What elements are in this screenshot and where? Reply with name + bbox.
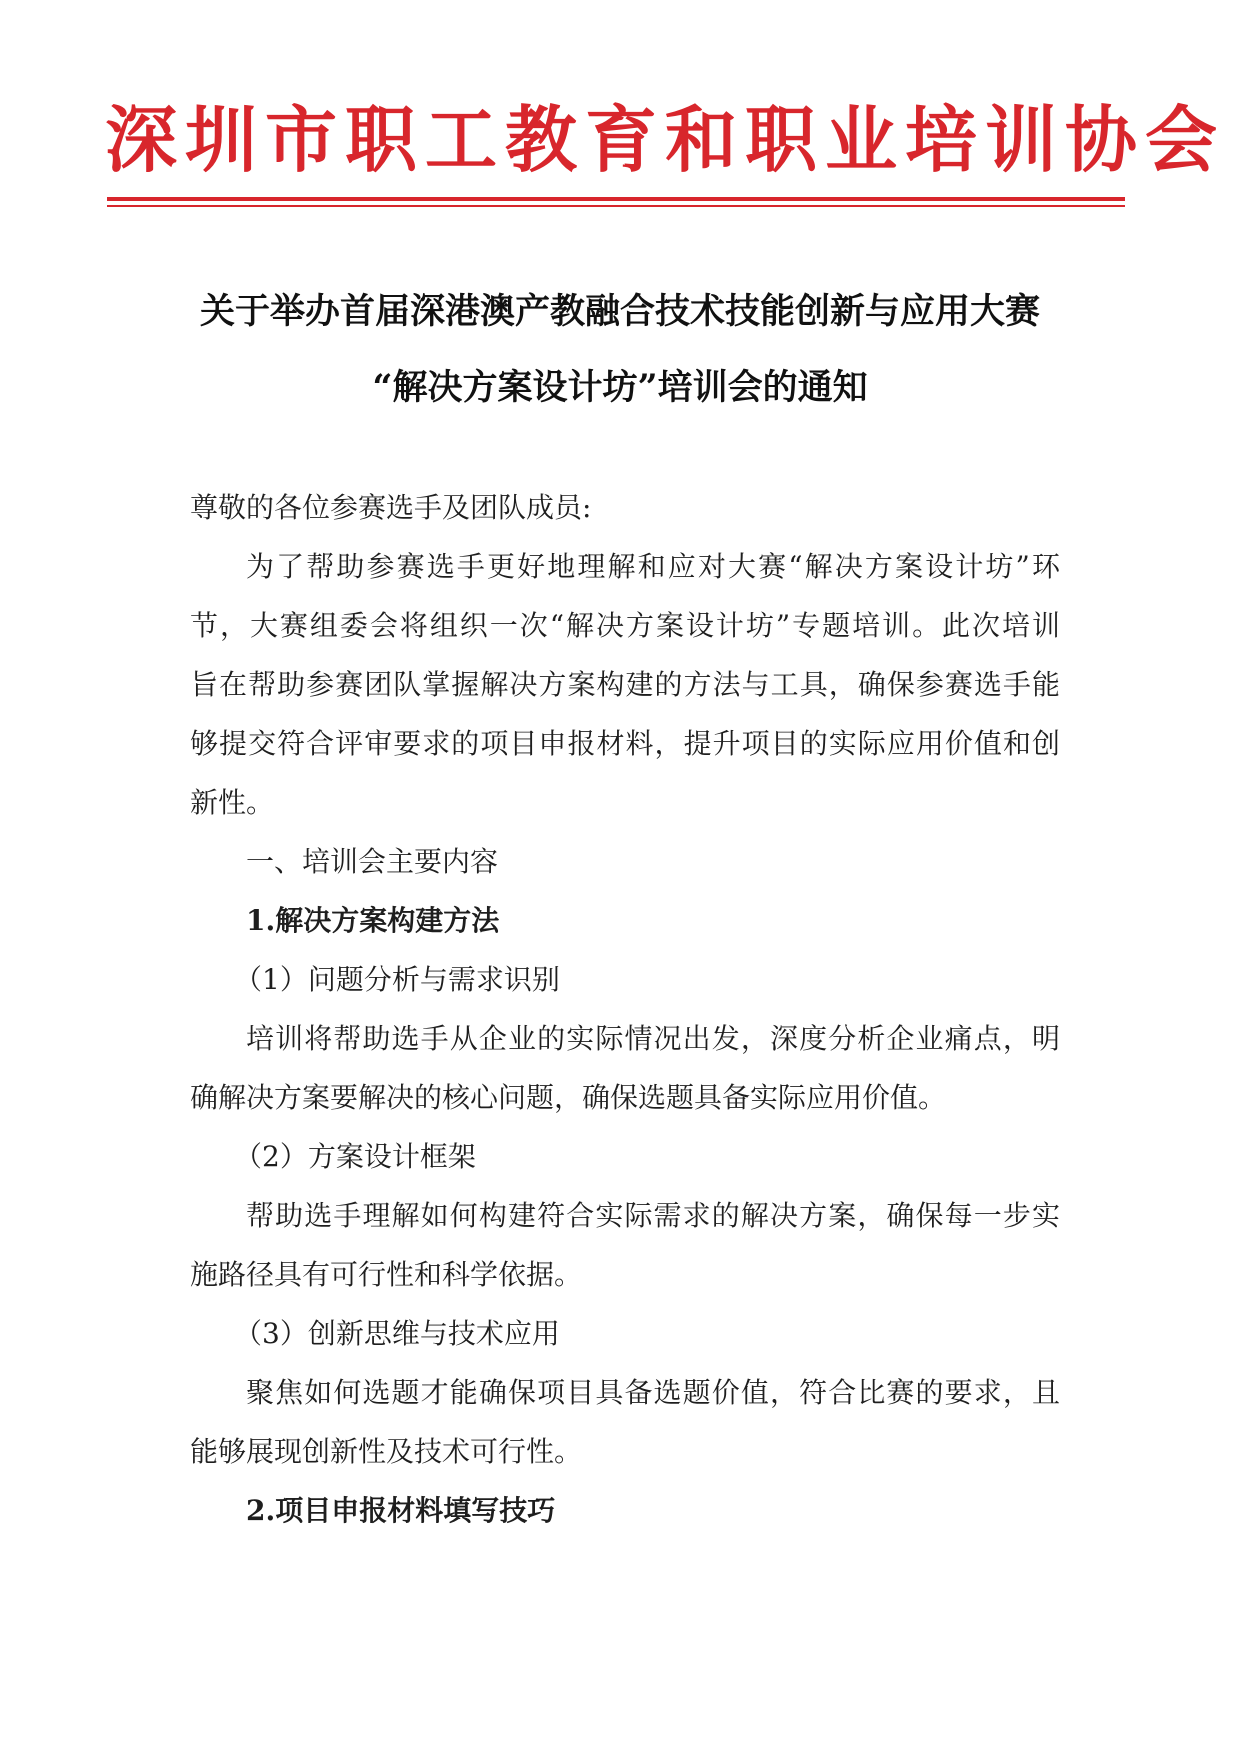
masthead-rule-thin (107, 205, 1125, 207)
document-title-line-2: “解决方案设计坊”培训会的通知 (372, 367, 868, 408)
sub-3-line-2: 能够展现创新性及技术可行性。 (190, 1435, 583, 1468)
sub-3-line-1: 聚焦如何选题才能确保项目具备选题价值，符合比赛的要求，且 (246, 1376, 1060, 1409)
sub-1-line-2: 确解决方案要解决的核心问题，确保选题具备实际应用价值。 (190, 1081, 947, 1114)
intro-line-4: 够提交符合评审要求的项目申报材料，提升项目的实际应用价值和创 (190, 727, 1060, 760)
intro-line-1: 为了帮助参赛选手更好地理解和应对大赛“解决方案设计坊”环 (246, 550, 1060, 583)
sub-2-line-2: 施路径具有可行性和科学依据。 (190, 1258, 583, 1291)
intro-line-2: 节，大赛组委会将组织一次“解决方案设计坊”专题培训。此次培训 (190, 609, 1060, 642)
section-1-heading: 一、培训会主要内容 (246, 845, 499, 878)
document-title-line-1: 关于举办首届深港澳产教融合技术技能创新与应用大赛 (199, 291, 1040, 332)
intro-line-5: 新性。 (190, 786, 275, 819)
sub-1-line-1: 培训将帮助选手从企业的实际情况出发，深度分析企业痛点，明 (246, 1022, 1060, 1055)
masthead-rule-thick (107, 197, 1125, 201)
item-1-heading: 1.解决方案构建方法 (246, 904, 500, 937)
sub-2-line-1: 帮助选手理解如何构建符合实际需求的解决方案，确保每一步实 (246, 1199, 1060, 1232)
sub-1-heading: （1）问题分析与需求识别 (234, 963, 560, 996)
sub-2-heading: （2）方案设计框架 (234, 1140, 476, 1173)
item-2-heading: 2.项目申报材料填写技巧 (246, 1494, 556, 1527)
salutation: 尊敬的各位参赛选手及团队成员: (190, 491, 592, 524)
intro-line-3: 旨在帮助参赛团队掌握解决方案构建的方法与工具，确保参赛选手能 (190, 668, 1060, 701)
organization-masthead: 深圳市职工教育和职业培训协会 (105, 98, 1226, 182)
sub-3-heading: （3）创新思维与技术应用 (234, 1317, 560, 1350)
